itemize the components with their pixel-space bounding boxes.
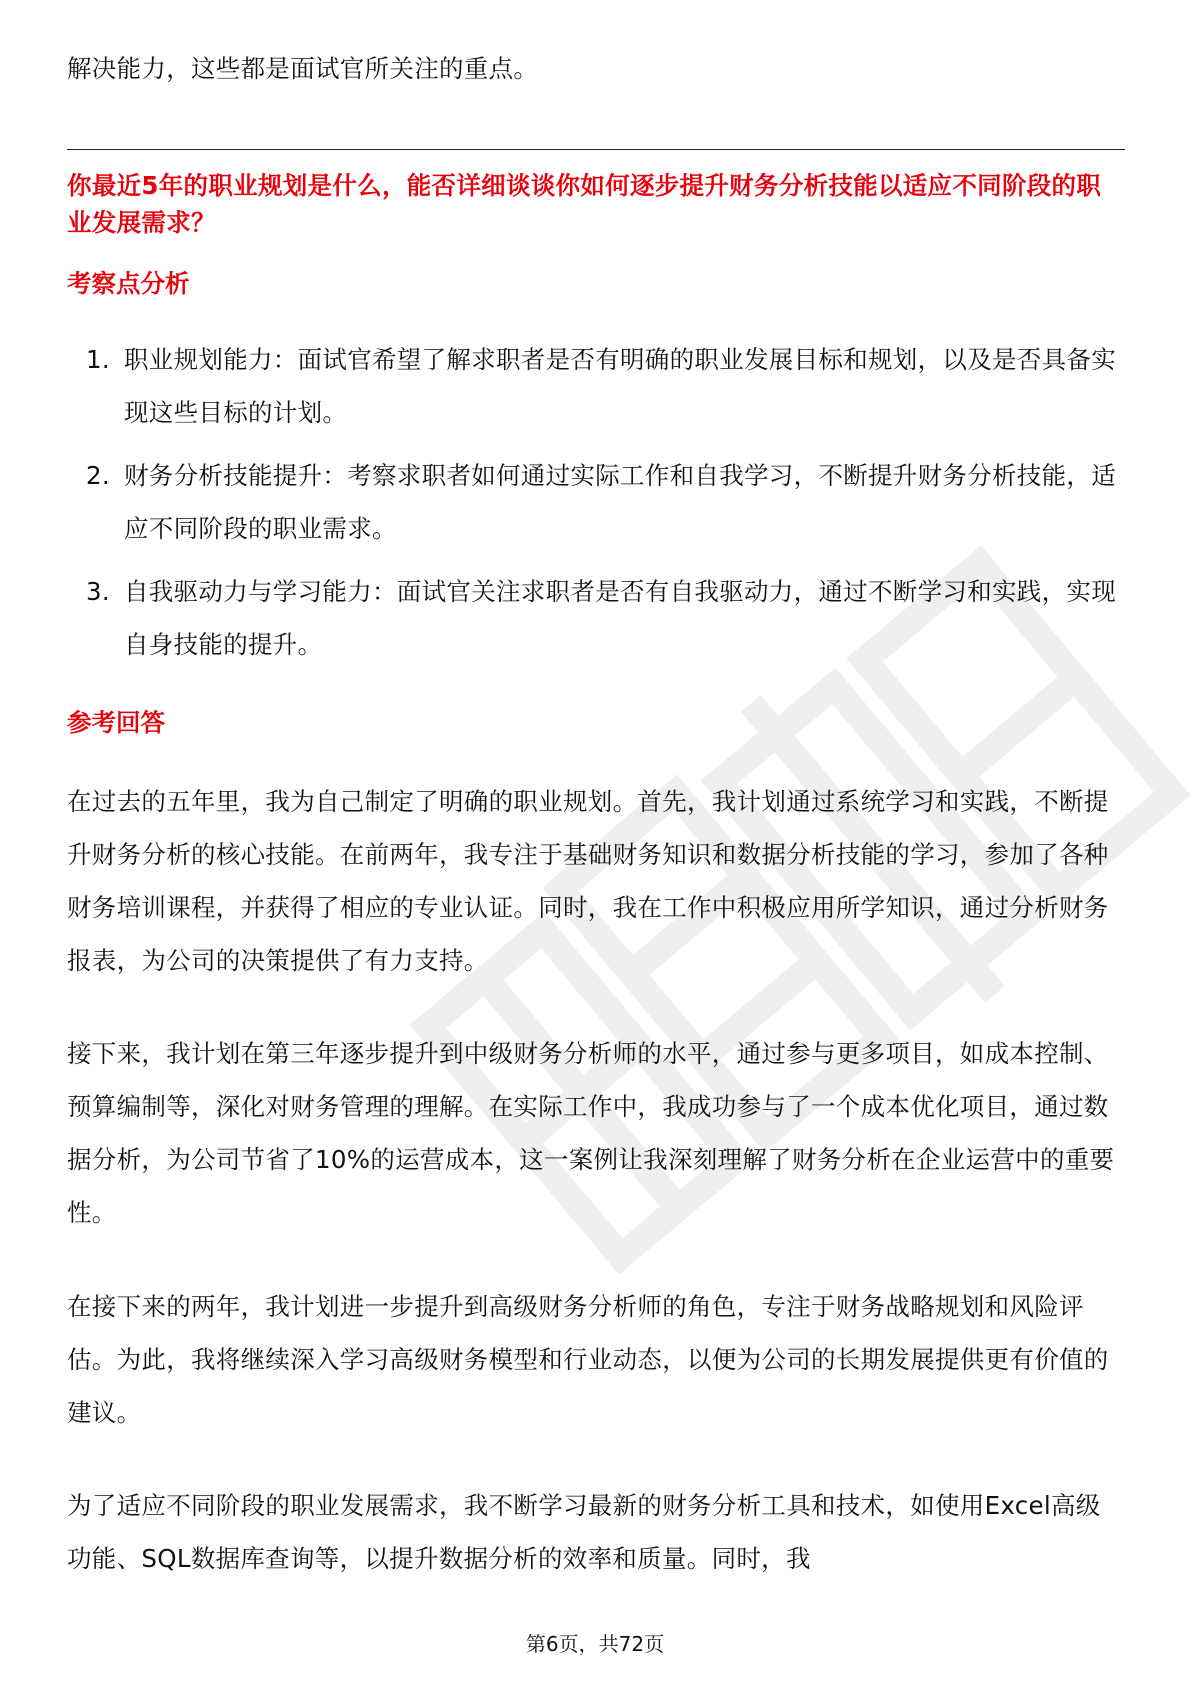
answer-paragraph: 接下来，我计划在第三年逐步提升到中级财务分析师的水平，通过参与更多项目，如成本控制、预算编制等，深化对财务管理的理解。在实际工作中，我成功参与了一个成本优化项目，通过数据分析，为公司节省了10%的运营成本，这一案例让我深刻理解了财务分析在企业运营中的重要性。	[67, 1039, 1115, 1227]
analysis-point	[67, 333, 1125, 439]
answer-paragraph: 在接下来的两年，我计划进一步提升到高级财务分析师的角色，专注于财务战略规划和风险评估。为此，我将继续深入学习高级财务模型和行业动态，以便为公司的长期发展提供更有价值的建议。	[67, 1292, 1109, 1427]
continuation-text: 解决能力，这些都是面试官所关注的重点。	[67, 54, 539, 83]
answer-paragraph: 在过去的五年里，我为自己制定了明确的职业规划。首先，我计划通过系统学习和实践，不断提升财务分析的核心技能。在前两年，我专注于基础财务知识和数据分析技能的学习，参加了各种财务培训课程，并获得了相应的专业认证。同时，我在工作中积极应用所学知识，通过分析财务报表，为公司的决策提供了有力支持。	[67, 787, 1109, 975]
point-number: 1.	[86, 345, 110, 374]
interview-question: 你最近5年的职业规划是什么，能否详细谈谈你如何逐步提升财务分析技能以适应不同阶段的职业发展需求？	[67, 171, 1102, 237]
answer-paragraph: 为了适应不同阶段的职业发展需求，我不断学习最新的财务分析工具和技术，如使用Excel高级功能、SQL数据库查询等，以提升数据分析的效率和质量。同时，我	[67, 1491, 1101, 1573]
analysis-point-list	[67, 333, 1125, 681]
page-footer: 第6页，共72页	[525, 1632, 665, 1656]
document-page	[67, 0, 1125, 1684]
point-number: 2.	[86, 461, 110, 490]
section-divider	[67, 149, 1125, 150]
point-number: 3.	[86, 577, 110, 606]
point-text: 职业规划能力：面试官希望了解求职者是否有明确的职业发展目标和规划，以及是否具备实现这些目标的计划。	[124, 345, 1116, 427]
answer-heading: 参考回答	[67, 708, 165, 737]
point-text: 财务分析技能提升：考察求职者如何通过实际工作和自我学习，不断提升财务分析技能，适应不同阶段的职业需求。	[124, 461, 1116, 543]
analysis-heading: 考察点分析	[67, 269, 190, 298]
point-text: 自我驱动力与学习能力：面试官关注求职者是否有自我驱动力，通过不断学习和实践，实现自身技能的提升。	[124, 577, 1116, 659]
analysis-point	[67, 449, 1125, 555]
analysis-point	[67, 565, 1125, 671]
